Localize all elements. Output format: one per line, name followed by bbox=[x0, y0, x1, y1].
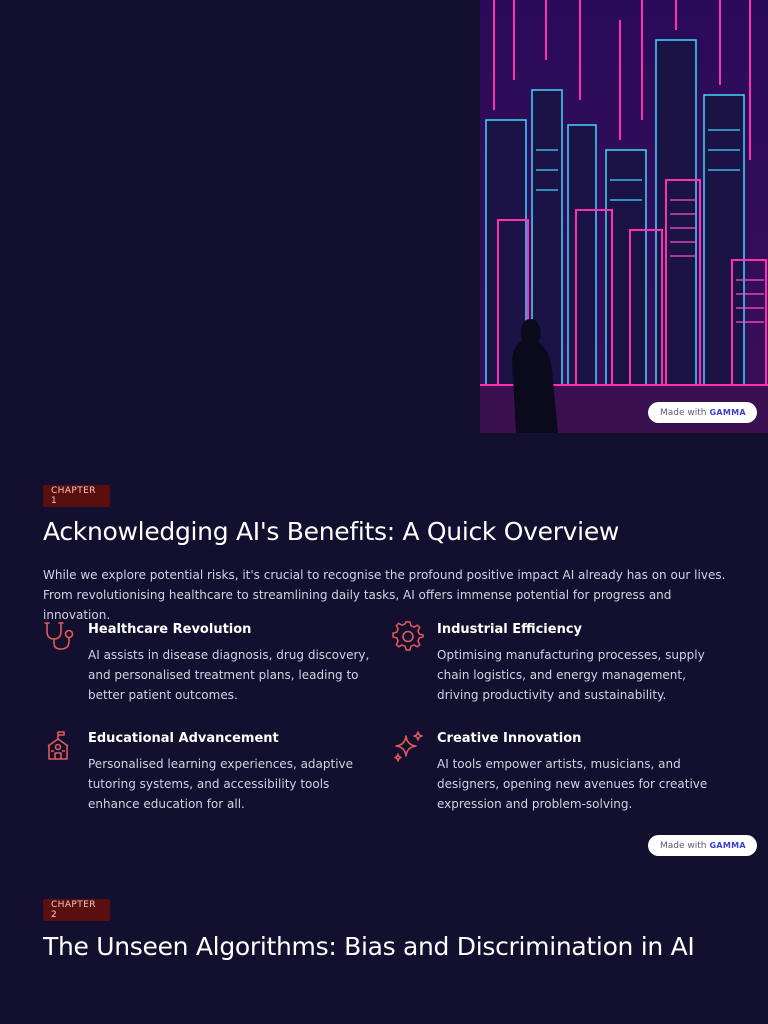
school-icon bbox=[43, 730, 75, 762]
made-with-gamma-badge[interactable] bbox=[648, 402, 757, 423]
feature-description: AI assists in disease diagnosis, drug discovery, and personalised treatment plans, leading to better patient outcomes. bbox=[88, 648, 370, 702]
stethoscope-icon bbox=[43, 621, 75, 653]
badge-prefix: Made with bbox=[660, 407, 707, 418]
feature-description: Optimising manufacturing processes, supply chain logistics, and energy management, driving productivity and sustainability. bbox=[437, 648, 705, 702]
feature-title: Educational Advancement bbox=[88, 731, 279, 746]
section-title: The Unseen Algorithms: Bias and Discrimination in AI bbox=[43, 932, 695, 961]
badge-prefix: Made with bbox=[660, 840, 707, 851]
feature-title: Creative Innovation bbox=[437, 731, 582, 746]
feature-description: AI tools empower artists, musicians, and designers, opening new avenues for creative expression and problem-solving. bbox=[437, 757, 708, 811]
gear-icon bbox=[392, 621, 424, 653]
feature-description: Personalised learning experiences, adaptive tutoring systems, and accessibility tools enhance education for all. bbox=[88, 757, 354, 811]
chapter-tag: CHAPTER 2 bbox=[43, 899, 110, 921]
sparkle-icon bbox=[392, 730, 424, 762]
badge-brand: GAMMA bbox=[709, 841, 746, 850]
made-with-gamma-badge[interactable] bbox=[648, 835, 757, 856]
feature-title: Healthcare Revolution bbox=[88, 622, 252, 637]
feature-title: Industrial Efficiency bbox=[437, 622, 583, 637]
section-intro: While we explore potential risks, it's crucial to recognise the profound positive impact AI already has on our lives. From revolutionising healthcare to streamlining daily tasks, AI offers immense potential for progress and innovation. bbox=[43, 568, 726, 622]
chapter-tag: CHAPTER 1 bbox=[43, 485, 110, 507]
section-title: Acknowledging AI's Benefits: A Quick Overview bbox=[43, 517, 620, 546]
badge-brand: GAMMA bbox=[709, 408, 746, 417]
hero-city-image bbox=[480, 0, 768, 433]
